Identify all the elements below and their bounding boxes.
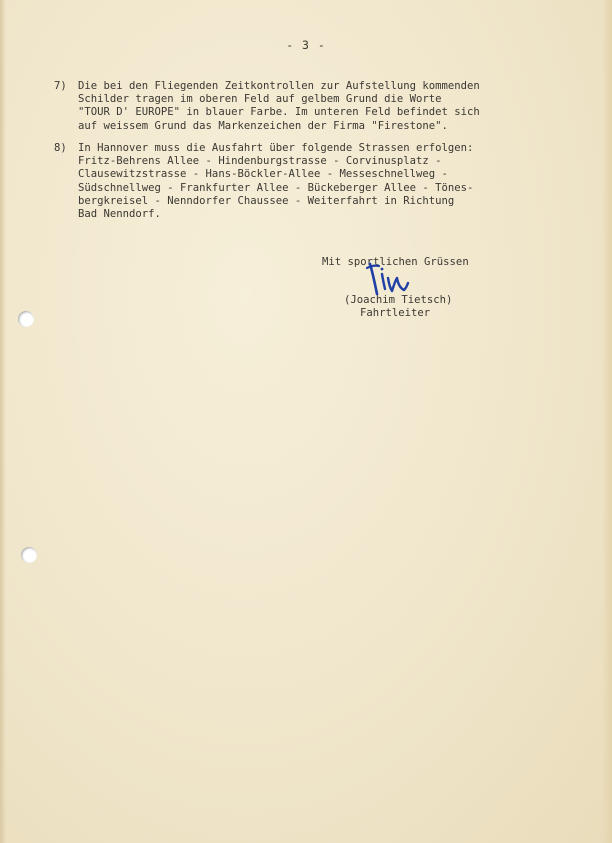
signer-name: (Joachim Tietsch) [344,294,453,306]
closing-greeting: Mit sportlichen Grüssen [322,256,469,268]
item-7-number: 7) [54,80,67,92]
item-8-line-3: Clausewitzstrasse - Hans-Böckler-Allee - Messeschnellweg - [78,168,448,181]
punch-hole-bottom [21,547,37,563]
punch-hole-top [18,311,34,327]
paper-edge-left [0,0,6,843]
item-8-line-4: Südschnellweg - Frankfurter Allee - Bückeberger Allee - Tönes- [78,181,474,194]
item-8-line-6: Bad Nenndorf. [78,208,161,221]
item-7-line-4: auf weissem Grund das Markenzeichen der Firma "Firestone". [78,119,448,132]
signer-role: Fahrtleiter [360,307,431,319]
item-7-line-3: "TOUR D' EUROPE" in blauer Farbe. Im unteren Feld befindet sich [78,106,480,119]
paper-edge-right [602,0,612,843]
page-number: - 3 - [286,38,326,52]
item-8-line-1: 8) In Hannover muss die Ausfahrt über folgende Strassen erfolgen: [54,142,474,154]
item-7-line-2: Schilder tragen im oberen Feld auf gelbem Grund die Worte [78,93,442,106]
list-item-7 [54,80,480,133]
list-item-8 [54,142,473,221]
item-8-number: 8) [54,142,67,154]
handwritten-signature [364,260,410,298]
item-7-line-1: 7) Die bei den Fliegenden Zeitkontrollen zur Aufstellung kommenden [54,80,480,92]
item-8-line-2: Fritz-Behrens Allee - Hindenburgstrasse - Corvinusplatz - [78,155,442,168]
item-8-line-5: bergkreisel - Nenndorfer Chaussee - Weiterfahrt in Richtung [78,194,455,207]
